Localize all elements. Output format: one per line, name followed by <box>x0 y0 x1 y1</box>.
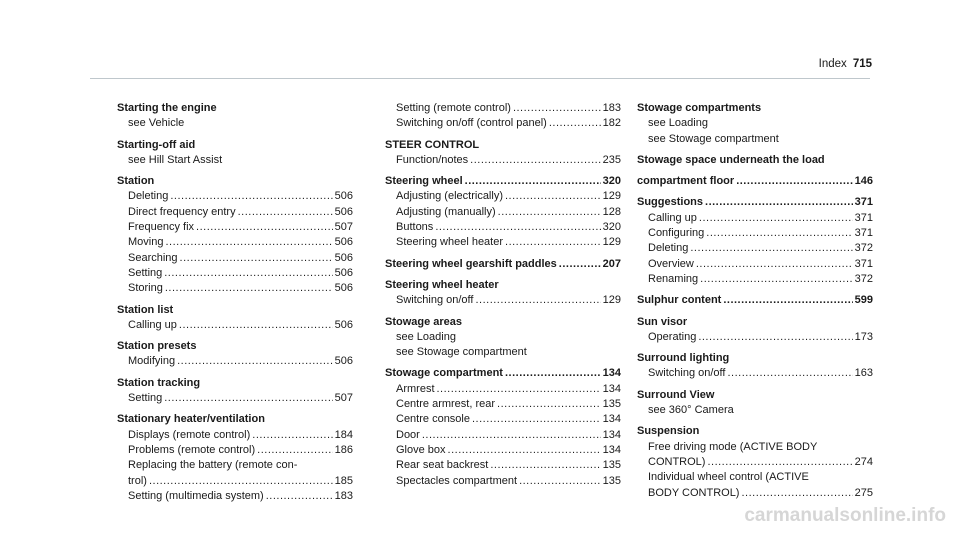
index-subentry <box>637 272 873 287</box>
page-ref: 183 <box>334 489 353 502</box>
page-ref: 320 <box>602 175 621 188</box>
dot-leader <box>422 428 601 443</box>
index-heading <box>637 195 873 210</box>
dot-leader <box>505 189 601 204</box>
index-subentry <box>117 428 353 443</box>
index-heading: Station <box>117 175 155 188</box>
entry-text: Setting (multimedia system) <box>128 489 264 502</box>
index-subentry <box>117 354 353 369</box>
page-ref: 372 <box>854 242 873 255</box>
dot-leader <box>736 174 852 189</box>
index-subentry: see Stowage compartment <box>396 346 527 359</box>
page-ref: 507 <box>334 392 353 405</box>
dot-leader <box>705 195 853 210</box>
dot-leader <box>490 458 600 473</box>
index-subentry <box>117 391 353 406</box>
page-ref: 371 <box>854 227 873 240</box>
page-ref: 506 <box>334 318 353 331</box>
page-ref: 134 <box>602 428 621 441</box>
entry-text: Spectacles compartment <box>396 474 518 487</box>
page-ref: 506 <box>334 266 353 279</box>
page-ref: 173 <box>854 330 873 343</box>
entry-text: Armrest <box>396 382 435 395</box>
index-subentry <box>117 205 353 220</box>
entry-text: trol) <box>128 474 147 487</box>
dot-leader <box>505 366 601 381</box>
index-heading: Surround lighting <box>637 352 730 365</box>
index-heading: Station tracking <box>117 376 201 389</box>
dot-leader <box>707 455 852 470</box>
page-number: 715 <box>852 58 872 70</box>
index-heading <box>385 257 621 272</box>
dot-leader <box>549 116 601 131</box>
dot-leader <box>727 366 852 381</box>
index-subentry <box>637 257 873 272</box>
page-ref: 207 <box>602 257 621 270</box>
entry-text: Glove box <box>396 443 446 456</box>
index-subentry <box>117 443 353 458</box>
index-heading: Station presets <box>117 340 197 353</box>
index-subentry: see Vehicle <box>128 117 185 130</box>
index-heading: Stowage space underneath the load <box>637 153 825 166</box>
index-subentry <box>385 189 621 204</box>
entry-text: Switching on/off (control panel) <box>396 117 547 130</box>
entry-text: Rear seat backrest <box>396 459 489 472</box>
index-subentry <box>385 293 621 308</box>
entry-text: Door <box>396 428 420 441</box>
index-heading: Stowage areas <box>385 315 463 328</box>
page-ref: 184 <box>334 428 353 441</box>
entry-text: Displays (remote control) <box>128 428 251 441</box>
page-ref: 134 <box>602 382 621 395</box>
entry-text: Problems (remote control) <box>128 443 256 456</box>
index-subentry: Free driving mode (ACTIVE BODY <box>648 440 818 453</box>
page-ref: 506 <box>334 236 353 249</box>
dot-leader <box>196 220 333 235</box>
index-heading: Starting the engine <box>117 102 217 114</box>
index-subentry <box>117 189 353 204</box>
entry-text: Deleting <box>648 242 689 255</box>
dot-leader <box>179 318 333 333</box>
index-subentry <box>637 486 873 501</box>
page-ref: 506 <box>334 355 353 368</box>
index-heading <box>385 174 621 189</box>
index-heading: Steering wheel heater <box>385 278 499 291</box>
index-subentry: see Loading <box>396 330 456 343</box>
page-ref: 371 <box>854 211 873 224</box>
entry-text: Function/notes <box>396 153 469 166</box>
dot-leader <box>170 189 332 204</box>
entry-text: Centre console <box>396 413 470 426</box>
dot-leader <box>470 153 600 168</box>
dot-leader <box>505 235 601 250</box>
entry-text: Renaming <box>648 272 699 285</box>
index-heading <box>637 174 873 189</box>
entry-text: Overview <box>648 257 694 270</box>
entry-text: Setting <box>128 392 163 405</box>
index-subentry <box>385 397 621 412</box>
page-ref: 320 <box>602 221 621 234</box>
entry-text: BODY CONTROL) <box>648 486 740 499</box>
entry-text: Configuring <box>648 227 705 240</box>
index-subentry <box>385 443 621 458</box>
page-ref: 129 <box>602 294 621 307</box>
page-ref: 134 <box>602 367 621 380</box>
index-subentry <box>117 489 353 504</box>
index-subentry <box>117 266 353 281</box>
index-subentry <box>637 455 873 470</box>
dot-leader <box>177 354 333 369</box>
entry-text: Modifying <box>128 355 176 368</box>
entry-text: Frequency fix <box>128 221 195 234</box>
page-ref: 274 <box>854 455 873 468</box>
entry-text: Moving <box>128 236 164 249</box>
page-ref: 185 <box>334 474 353 487</box>
index-subentry <box>637 330 873 345</box>
entry-text: Calling up <box>128 318 177 331</box>
page-header <box>819 58 872 70</box>
entry-text: Deleting <box>128 190 169 203</box>
entry-text: Searching <box>128 251 178 264</box>
page-ref: 163 <box>854 367 873 380</box>
index-heading <box>637 293 873 308</box>
page-ref: 506 <box>334 282 353 295</box>
index-subentry <box>385 153 621 168</box>
index-heading: Suspension <box>637 425 700 438</box>
dot-leader <box>164 391 332 406</box>
dot-leader <box>741 486 852 501</box>
entry-text: Centre armrest, rear <box>396 398 496 411</box>
dot-leader <box>252 428 332 443</box>
dot-leader <box>165 235 332 250</box>
index-column-3 <box>637 101 873 501</box>
index-subentry <box>117 474 353 489</box>
page-ref: 235 <box>602 153 621 166</box>
dot-leader <box>437 382 601 397</box>
entry-text: Calling up <box>648 211 697 224</box>
index-subentry <box>637 211 873 226</box>
entry-text: Direct frequency entry <box>128 205 236 218</box>
dot-leader <box>435 220 600 235</box>
page-ref: 507 <box>334 221 353 234</box>
index-subentry <box>117 318 353 333</box>
page-ref: 599 <box>854 294 873 307</box>
dot-leader <box>266 489 333 504</box>
index-subentry <box>117 235 353 250</box>
page-ref: 183 <box>602 102 621 114</box>
header-rule <box>90 78 870 79</box>
index-subentry <box>385 205 621 220</box>
entry-text: Adjusting (electrically) <box>396 190 503 203</box>
index-subentry: Replacing the battery (remote con- <box>128 459 298 472</box>
index-subentry: see Hill Start Assist <box>128 153 223 166</box>
entry-text: Steering wheel <box>385 175 463 188</box>
index-subentry: see Stowage compartment <box>648 132 779 145</box>
entry-text: Operating <box>648 330 697 343</box>
entry-text: Setting <box>128 266 163 279</box>
index-subentry <box>117 251 353 266</box>
entry-text: Storing <box>128 282 163 295</box>
index-subentry <box>385 116 621 131</box>
dot-leader <box>165 281 333 296</box>
index-subentry <box>385 458 621 473</box>
page-ref: 129 <box>602 236 621 249</box>
dot-leader <box>700 272 853 287</box>
index-heading <box>385 366 621 381</box>
page-ref: 134 <box>602 413 621 426</box>
page-ref: 506 <box>334 205 353 218</box>
index-subentry <box>385 412 621 427</box>
dot-leader <box>472 412 601 427</box>
index-heading: Station list <box>117 303 174 316</box>
page-ref: 134 <box>602 443 621 456</box>
index-subentry <box>385 428 621 443</box>
dot-leader <box>238 205 333 220</box>
index-subentry: see 360° Camera <box>648 404 734 417</box>
dot-leader <box>690 241 852 256</box>
page-ref: 506 <box>334 190 353 203</box>
entry-text: Steering wheel gearshift paddles <box>385 257 557 270</box>
dot-leader <box>448 443 601 458</box>
dot-leader <box>498 205 601 220</box>
page-ref: 135 <box>602 474 621 487</box>
entry-text: compartment floor <box>637 175 735 188</box>
page-ref: 371 <box>854 196 873 209</box>
entry-text: Stowage compartment <box>385 367 503 380</box>
index-subentry <box>385 235 621 250</box>
dot-leader <box>164 266 332 281</box>
index-heading: STEER CONTROL <box>385 138 480 151</box>
index-heading: Surround View <box>637 388 715 401</box>
index-heading: Stowage compartments <box>637 102 762 114</box>
page-ref: 135 <box>602 459 621 472</box>
page-ref: 275 <box>854 486 873 499</box>
dot-leader <box>513 101 601 116</box>
index-heading: Starting-off aid <box>117 138 196 151</box>
page-ref: 182 <box>602 117 621 130</box>
page-ref: 186 <box>334 443 353 456</box>
index-subentry <box>117 281 353 296</box>
entry-text: Suggestions <box>637 196 704 209</box>
index-subentry <box>385 101 621 116</box>
dot-leader <box>497 397 601 412</box>
dot-leader <box>706 226 852 241</box>
index-heading: Sun visor <box>637 315 688 328</box>
entry-text: CONTROL) <box>648 455 706 468</box>
page-ref: 128 <box>602 205 621 218</box>
page-ref: 506 <box>334 251 353 264</box>
page-ref: 135 <box>602 398 621 411</box>
dot-leader <box>257 443 332 458</box>
entry-text: Setting (remote control) <box>396 102 511 114</box>
index-subentry <box>385 220 621 235</box>
dot-leader <box>465 174 601 189</box>
entry-text: Steering wheel heater <box>396 236 504 249</box>
index-subentry: see Loading <box>648 117 708 130</box>
entry-text: Sulphur content <box>637 294 722 307</box>
entry-text: Buttons <box>396 221 434 234</box>
dot-leader <box>519 474 601 489</box>
dot-leader <box>723 293 852 308</box>
index-heading: Stationary heater/ventilation <box>117 413 265 426</box>
index-subentry <box>385 474 621 489</box>
index-subentry <box>637 226 873 241</box>
index-subentry <box>637 241 873 256</box>
index-subentry <box>117 220 353 235</box>
index-column-2 <box>385 101 621 489</box>
section-label: Index <box>818 58 847 70</box>
page-ref: 146 <box>854 175 873 188</box>
entry-text: Switching on/off <box>648 367 726 380</box>
dot-leader <box>475 293 600 308</box>
dot-leader <box>559 257 601 272</box>
dot-leader <box>180 251 333 266</box>
watermark: carmanualsonline.info <box>744 505 946 526</box>
dot-leader <box>698 330 852 345</box>
entry-text: Switching on/off <box>396 294 474 307</box>
dot-leader <box>696 257 853 272</box>
dot-leader <box>699 211 853 226</box>
dot-leader <box>149 474 333 489</box>
entry-text: Adjusting (manually) <box>396 205 496 218</box>
index-subentry <box>637 366 873 381</box>
page-ref: 129 <box>602 190 621 203</box>
index-column-1 <box>117 101 353 504</box>
index-subentry <box>385 382 621 397</box>
page-ref: 372 <box>854 272 873 285</box>
index-subentry: Individual wheel control (ACTIVE <box>648 471 809 484</box>
page-ref: 371 <box>854 257 873 270</box>
